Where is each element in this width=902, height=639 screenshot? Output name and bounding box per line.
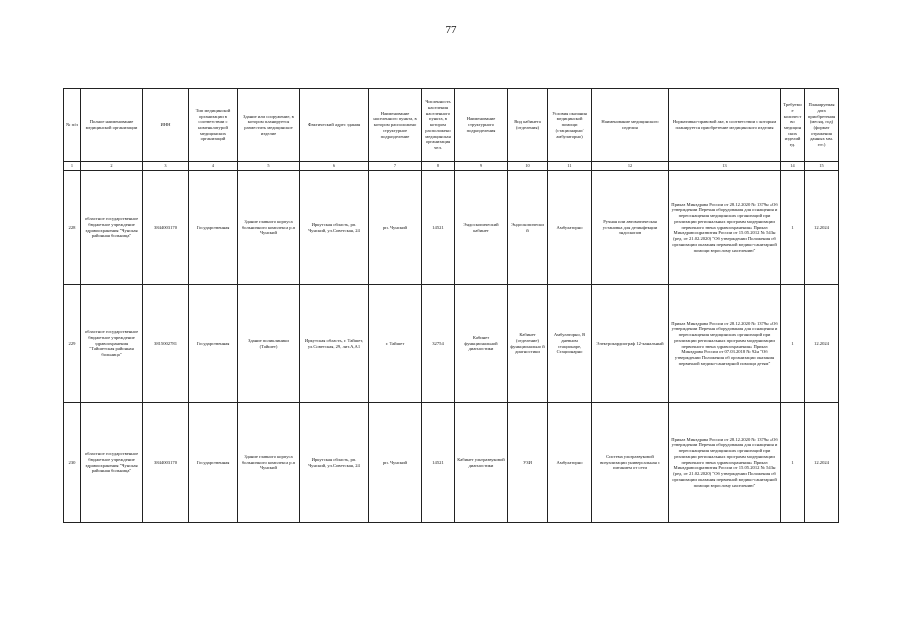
table-row — [64, 403, 839, 523]
purchase-date: 12.2024 — [805, 285, 839, 403]
legal-basis: Приказ Минздрава России от 28.12.2020 № 1379н «Об утверждении Перечня оборудования для оснащения и переоснащения медицинских организаций при реализации региональных программ модернизации первичного звена здравоохранения» Приказ Минздрава России от 07.03.2018 № 92н "Об утверждении Положения об организации оказания первичной медико-санитарной помощи детям" — [669, 285, 781, 403]
column-number: 10 — [508, 162, 548, 171]
header-cell-building: Здание или сооружение, в котором планируется разместить медицинское изделие — [238, 89, 300, 162]
structural-unit: Кабинет ультразвуковой диагностики — [455, 403, 508, 523]
column-number: 1 — [64, 162, 81, 171]
column-number: 6 — [300, 162, 369, 171]
structural-unit: Кабинет функциональной диагностики — [455, 285, 508, 403]
settlement-name: рп. Чунский — [369, 171, 422, 285]
quantity-value: 1 — [781, 285, 805, 403]
column-number: 15 — [805, 162, 839, 171]
row-number: 228 — [64, 171, 81, 285]
header-cell-population: Численность населения населенного пункта, в котором расположено медицинская организация чел. — [422, 89, 455, 162]
column-number: 8 — [422, 162, 455, 171]
organization-name: областное государственное бюджетное учреждение здравоохранения "Чунская районная больница" — [81, 403, 143, 523]
header-cell-org: Полное наименование медицинской организации — [81, 89, 143, 162]
building-address: Иркутская область, рп. Чунский, ул.Советская, 24 — [300, 171, 369, 285]
population-value: 14521 — [422, 171, 455, 285]
building-address: Иркутская область, рп. Чунский, ул.Советская, 24 — [300, 403, 369, 523]
column-number: 2 — [81, 162, 143, 171]
care-conditions: Амбулаторно — [548, 171, 592, 285]
header-cell-unit: Наименование структурного подразделения — [455, 89, 508, 162]
population-value: 32754 — [422, 285, 455, 403]
column-number: 13 — [669, 162, 781, 171]
header-cell-address: Фактический адрес здания — [300, 89, 369, 162]
settlement-name: г. Тайшет — [369, 285, 422, 403]
organization-type: Государственная — [189, 403, 238, 523]
population-value: 14521 — [422, 403, 455, 523]
column-number: 14 — [781, 162, 805, 171]
header-cell-cabinet: Вид кабинета (отделения) — [508, 89, 548, 162]
header-cell-qty: Требуемое количество медицинских изделий ед. — [781, 89, 805, 162]
equipment-table — [63, 88, 839, 523]
header-cell-date: Планируемая дата приобретения (месяц, год) (формат отражения данных мм. ггг.) — [805, 89, 839, 162]
column-number-row — [64, 162, 839, 171]
organization-type: Государственная — [189, 171, 238, 285]
purchase-date: 12.2024 — [805, 403, 839, 523]
column-number: 3 — [143, 162, 189, 171]
header-cell-settlement: Наименование населенного пункта, в котором расположено структурное подразделение — [369, 89, 422, 162]
organization-name: областное государственное бюджетное учреждение здравоохранения "Чунская районная больница" — [81, 171, 143, 285]
table-row — [64, 171, 839, 285]
quantity-value: 1 — [781, 171, 805, 285]
inn-value: 3844003170 — [143, 171, 189, 285]
page-number: 77 — [445, 24, 457, 36]
cabinet-type: Эндоскопически й — [508, 171, 548, 285]
column-number: 9 — [455, 162, 508, 171]
building-name: Здание поликлиники (Тайшет) — [238, 285, 300, 403]
legal-basis: Приказ Минздрава России от 28.12.2020 № 1379н «Об утверждении Перечня оборудования для оснащения и переоснащения медицинских организаций при реализации региональных программ модернизации первичного звена здравоохранения» Приказ Минздравсоцразвития России от 15.05.2012 № 543н (ред. от 21.02.2020) "Об утверждении Положения об организации оказания первичной медико-санитарной помощи взрослому населению" — [669, 171, 781, 285]
table-row — [64, 285, 839, 403]
inn-value: 3815002781 — [143, 285, 189, 403]
column-number: 12 — [592, 162, 669, 171]
organization-name: областное государственное бюджетное учреждение здравоохранения "Тайшетская районная больница" — [81, 285, 143, 403]
purchase-date: 12.2024 — [805, 171, 839, 285]
row-number: 230 — [64, 403, 81, 523]
care-conditions: Амбулаторно — [548, 403, 592, 523]
device-name: Электрокардиограф 12-канальный — [592, 285, 669, 403]
organization-type: Государственная — [189, 285, 238, 403]
header-row — [64, 89, 839, 162]
header-cell-num: № п/п — [64, 89, 81, 162]
legal-basis: Приказ Минздрава России от 28.12.2020 № 1379н «Об утверждении Перечня оборудования для оснащения и переоснащения медицинских организаций при реализации региональных программ модернизации первичного звена здравоохранения» Приказ Минздравсоцразвития России от 15.05.2012 № 543н (ред. от 21.02.2020) "Об утверждении Положения об организации оказания первичной медико-санитарной помощи взрослому населению" — [669, 403, 781, 523]
column-number: 7 — [369, 162, 422, 171]
column-number: 11 — [548, 162, 592, 171]
header-cell-basis: Нормативно-правовой акт, в соответствии с которым планируется приобретение медицинского изделия — [669, 89, 781, 162]
device-name: Система ультразвуковой визуализации универсальная с питанием от сети — [592, 403, 669, 523]
settlement-name: рп. Чунский — [369, 403, 422, 523]
header-cell-conditions: Условия оказания медицинской помощи (стационарно/амбулаторно) — [548, 89, 592, 162]
column-number: 5 — [238, 162, 300, 171]
header-cell-type: Тип медицинской организации в соответствии с номенклатурой медицинских организаций — [189, 89, 238, 162]
header-cell-device: Наименование медицинского изделия — [592, 89, 669, 162]
building-address: Иркутская область, г. Тайшет, ул.Советская, 29, лит.А,А1 — [300, 285, 369, 403]
column-number: 4 — [189, 162, 238, 171]
row-number: 229 — [64, 285, 81, 403]
quantity-value: 1 — [781, 403, 805, 523]
header-cell-inn: ИНН — [143, 89, 189, 162]
structural-unit: Эндоскопический кабинет — [455, 171, 508, 285]
building-name: Здание главного корпуса больничного комплекса р.п Чунский — [238, 171, 300, 285]
care-conditions: Амбулаторно, В дневном стационаре, Стационарно — [548, 285, 592, 403]
cabinet-type: УЗИ — [508, 403, 548, 523]
building-name: Здание главного корпуса больничного комплекса р.п Чунский — [238, 403, 300, 523]
inn-value: 3844003170 — [143, 403, 189, 523]
cabinet-type: Кабинет (отделение) функционально й диагностики — [508, 285, 548, 403]
device-name: Ручная или автоматическая установка для дезинфекции эндоскопов — [592, 171, 669, 285]
